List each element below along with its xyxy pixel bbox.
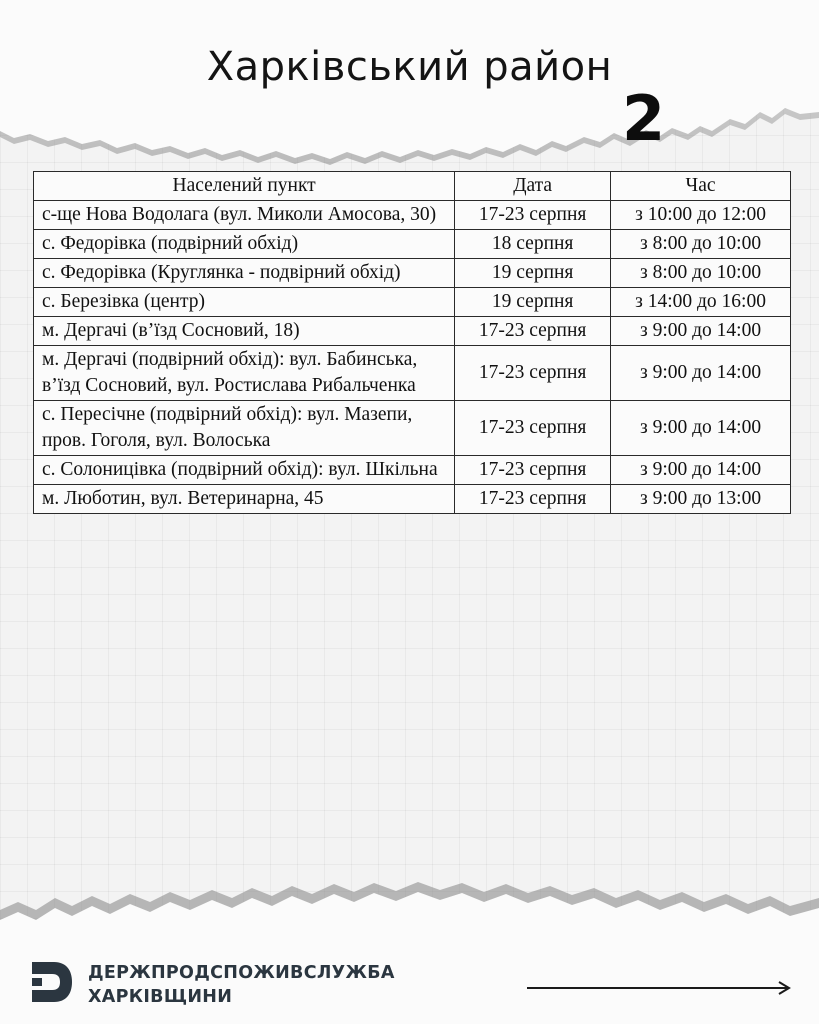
column-header-time: Час: [611, 172, 791, 201]
brand-name: [88, 961, 395, 1009]
column-header-place: Населений пункт: [34, 172, 455, 201]
time-cell: з 9:00 до 14:00: [611, 317, 791, 346]
brand-line-2: ХАРКІВЩИНИ: [88, 987, 233, 1007]
place-cell: м. Дергачі (подвірний обхід): вул. Бабинська, в’їзд Сосновий, вул. Ростислава Рибальченка: [34, 346, 455, 401]
schedule-table: [33, 171, 791, 514]
time-cell: з 9:00 до 14:00: [611, 456, 791, 485]
date-cell: 17-23 серпня: [455, 317, 611, 346]
date-cell: 18 серпня: [455, 230, 611, 259]
table-row: [34, 259, 791, 288]
time-cell: з 9:00 до 14:00: [611, 346, 791, 401]
time-cell: з 9:00 до 13:00: [611, 485, 791, 514]
date-cell: 17-23 серпня: [455, 346, 611, 401]
place-cell: м. Дергачі (в’їзд Сосновий, 18): [34, 317, 455, 346]
place-cell: с. Пересічне (подвірний обхід): вул. Мазепи, пров. Гоголя, вул. Волоська: [34, 401, 455, 456]
time-cell: з 10:00 до 12:00: [611, 201, 791, 230]
table-row: [34, 317, 791, 346]
table-header-row: [34, 172, 791, 201]
table-row: [34, 230, 791, 259]
time-cell: з 14:00 до 16:00: [611, 288, 791, 317]
table-row: [34, 456, 791, 485]
time-cell: з 8:00 до 10:00: [611, 230, 791, 259]
table-row: [34, 201, 791, 230]
brand-line-1: ДЕРЖПРОДСПОЖИВСЛУЖБА: [88, 963, 395, 983]
page-number: 2: [622, 82, 666, 155]
date-cell: 19 серпня: [455, 259, 611, 288]
place-cell: м. Люботин, вул. Ветеринарна, 45: [34, 485, 455, 514]
date-cell: 17-23 серпня: [455, 201, 611, 230]
place-cell: с. Федорівка (подвірний обхід): [34, 230, 455, 259]
d-letter-logo-icon: [30, 960, 74, 1004]
page-title: Харківський район: [206, 44, 613, 90]
place-cell: с. Федорівка (Круглянка - подвірний обхід): [34, 259, 455, 288]
time-cell: з 8:00 до 10:00: [611, 259, 791, 288]
date-cell: 19 серпня: [455, 288, 611, 317]
table-row: [34, 346, 791, 401]
arrow-right-icon[interactable]: [525, 978, 795, 998]
column-header-date: Дата: [455, 172, 611, 201]
place-cell: с. Солоницівка (подвірний обхід): вул. Шкільна: [34, 456, 455, 485]
date-cell: 17-23 серпня: [455, 456, 611, 485]
date-cell: 17-23 серпня: [455, 485, 611, 514]
place-cell: с-ще Нова Водолага (вул. Миколи Амосова, 30): [34, 201, 455, 230]
date-cell: 17-23 серпня: [455, 401, 611, 456]
time-cell: з 9:00 до 14:00: [611, 401, 791, 456]
table-row: [34, 401, 791, 456]
table-row: [34, 288, 791, 317]
table-row: [34, 485, 791, 514]
place-cell: с. Березівка (центр): [34, 288, 455, 317]
